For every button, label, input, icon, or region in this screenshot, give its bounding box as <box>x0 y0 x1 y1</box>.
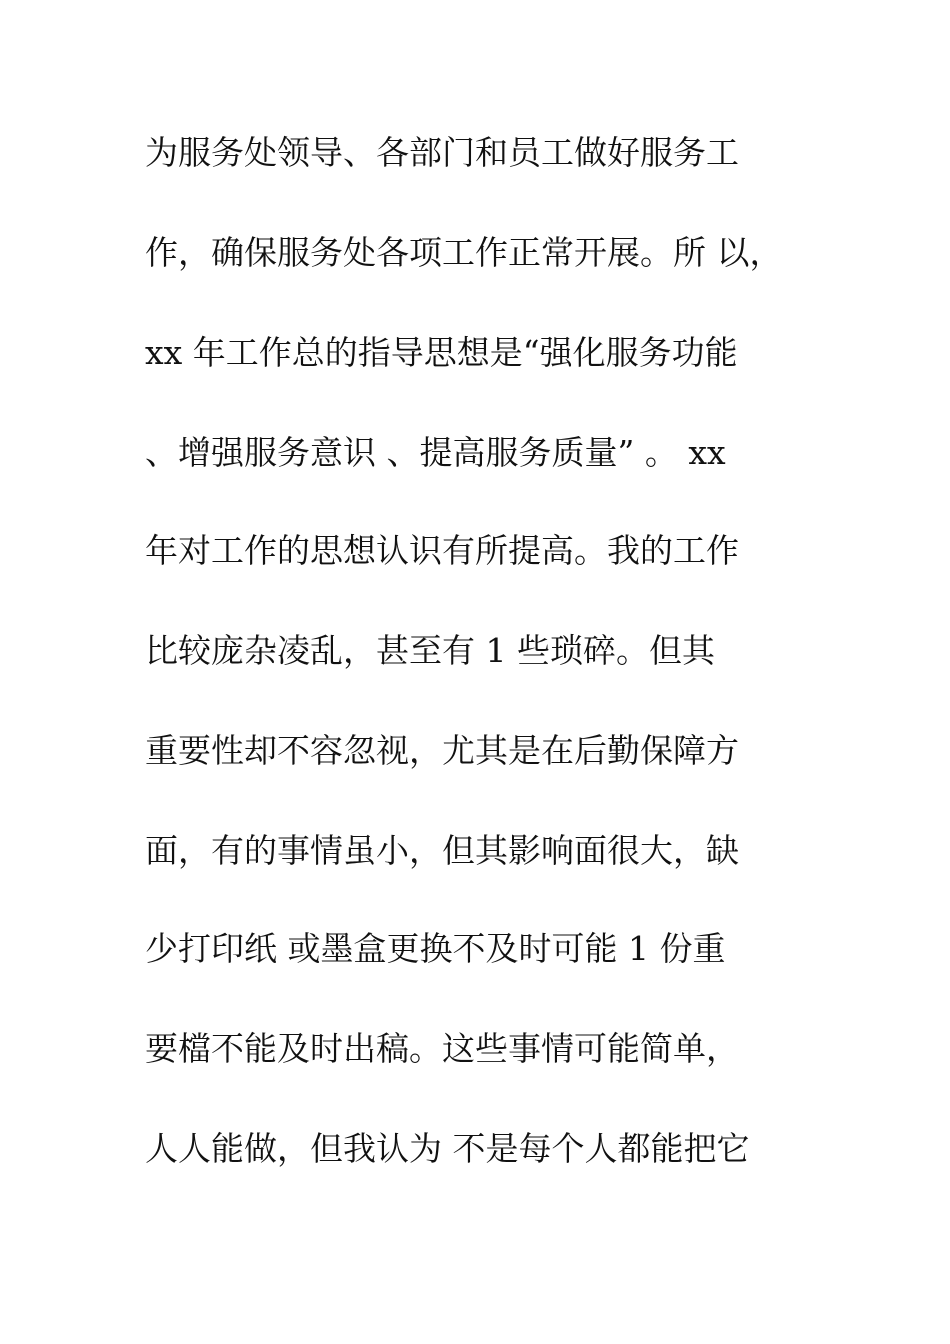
text-line-4: 、增强服务意识 、提高服务质量” 。 xx <box>145 433 726 472</box>
text-line-1: 为服务处领导、各部门和员工做好服务工 <box>145 133 739 172</box>
text-line-9: 少打印纸 或墨盒更换不及时可能 1 份重 <box>145 929 726 968</box>
text-line-8: 面，有的事情虽小，但其影响面很大，缺 <box>145 831 739 870</box>
text-line-5: 年对工作的思想认识有所提高。我的工作 <box>145 531 739 570</box>
text-line-11: 人人能做，但我认为 不是每个人都能把它 <box>145 1129 750 1168</box>
text-line-3: xx 年工作总的指导思想是“强化服务功能 <box>145 333 738 372</box>
text-line-6: 比较庞杂凌乱，甚至有 1 些琐碎。但其 <box>145 631 715 670</box>
text-line-10: 要檔不能及时出稿。这些事情可能简单， <box>145 1029 739 1068</box>
text-line-2: 作，确保服务处各项工作正常开展。所 以， <box>145 233 783 272</box>
text-line-7: 重要性却不容忽视，尤其是在后勤保障方 <box>145 731 739 770</box>
